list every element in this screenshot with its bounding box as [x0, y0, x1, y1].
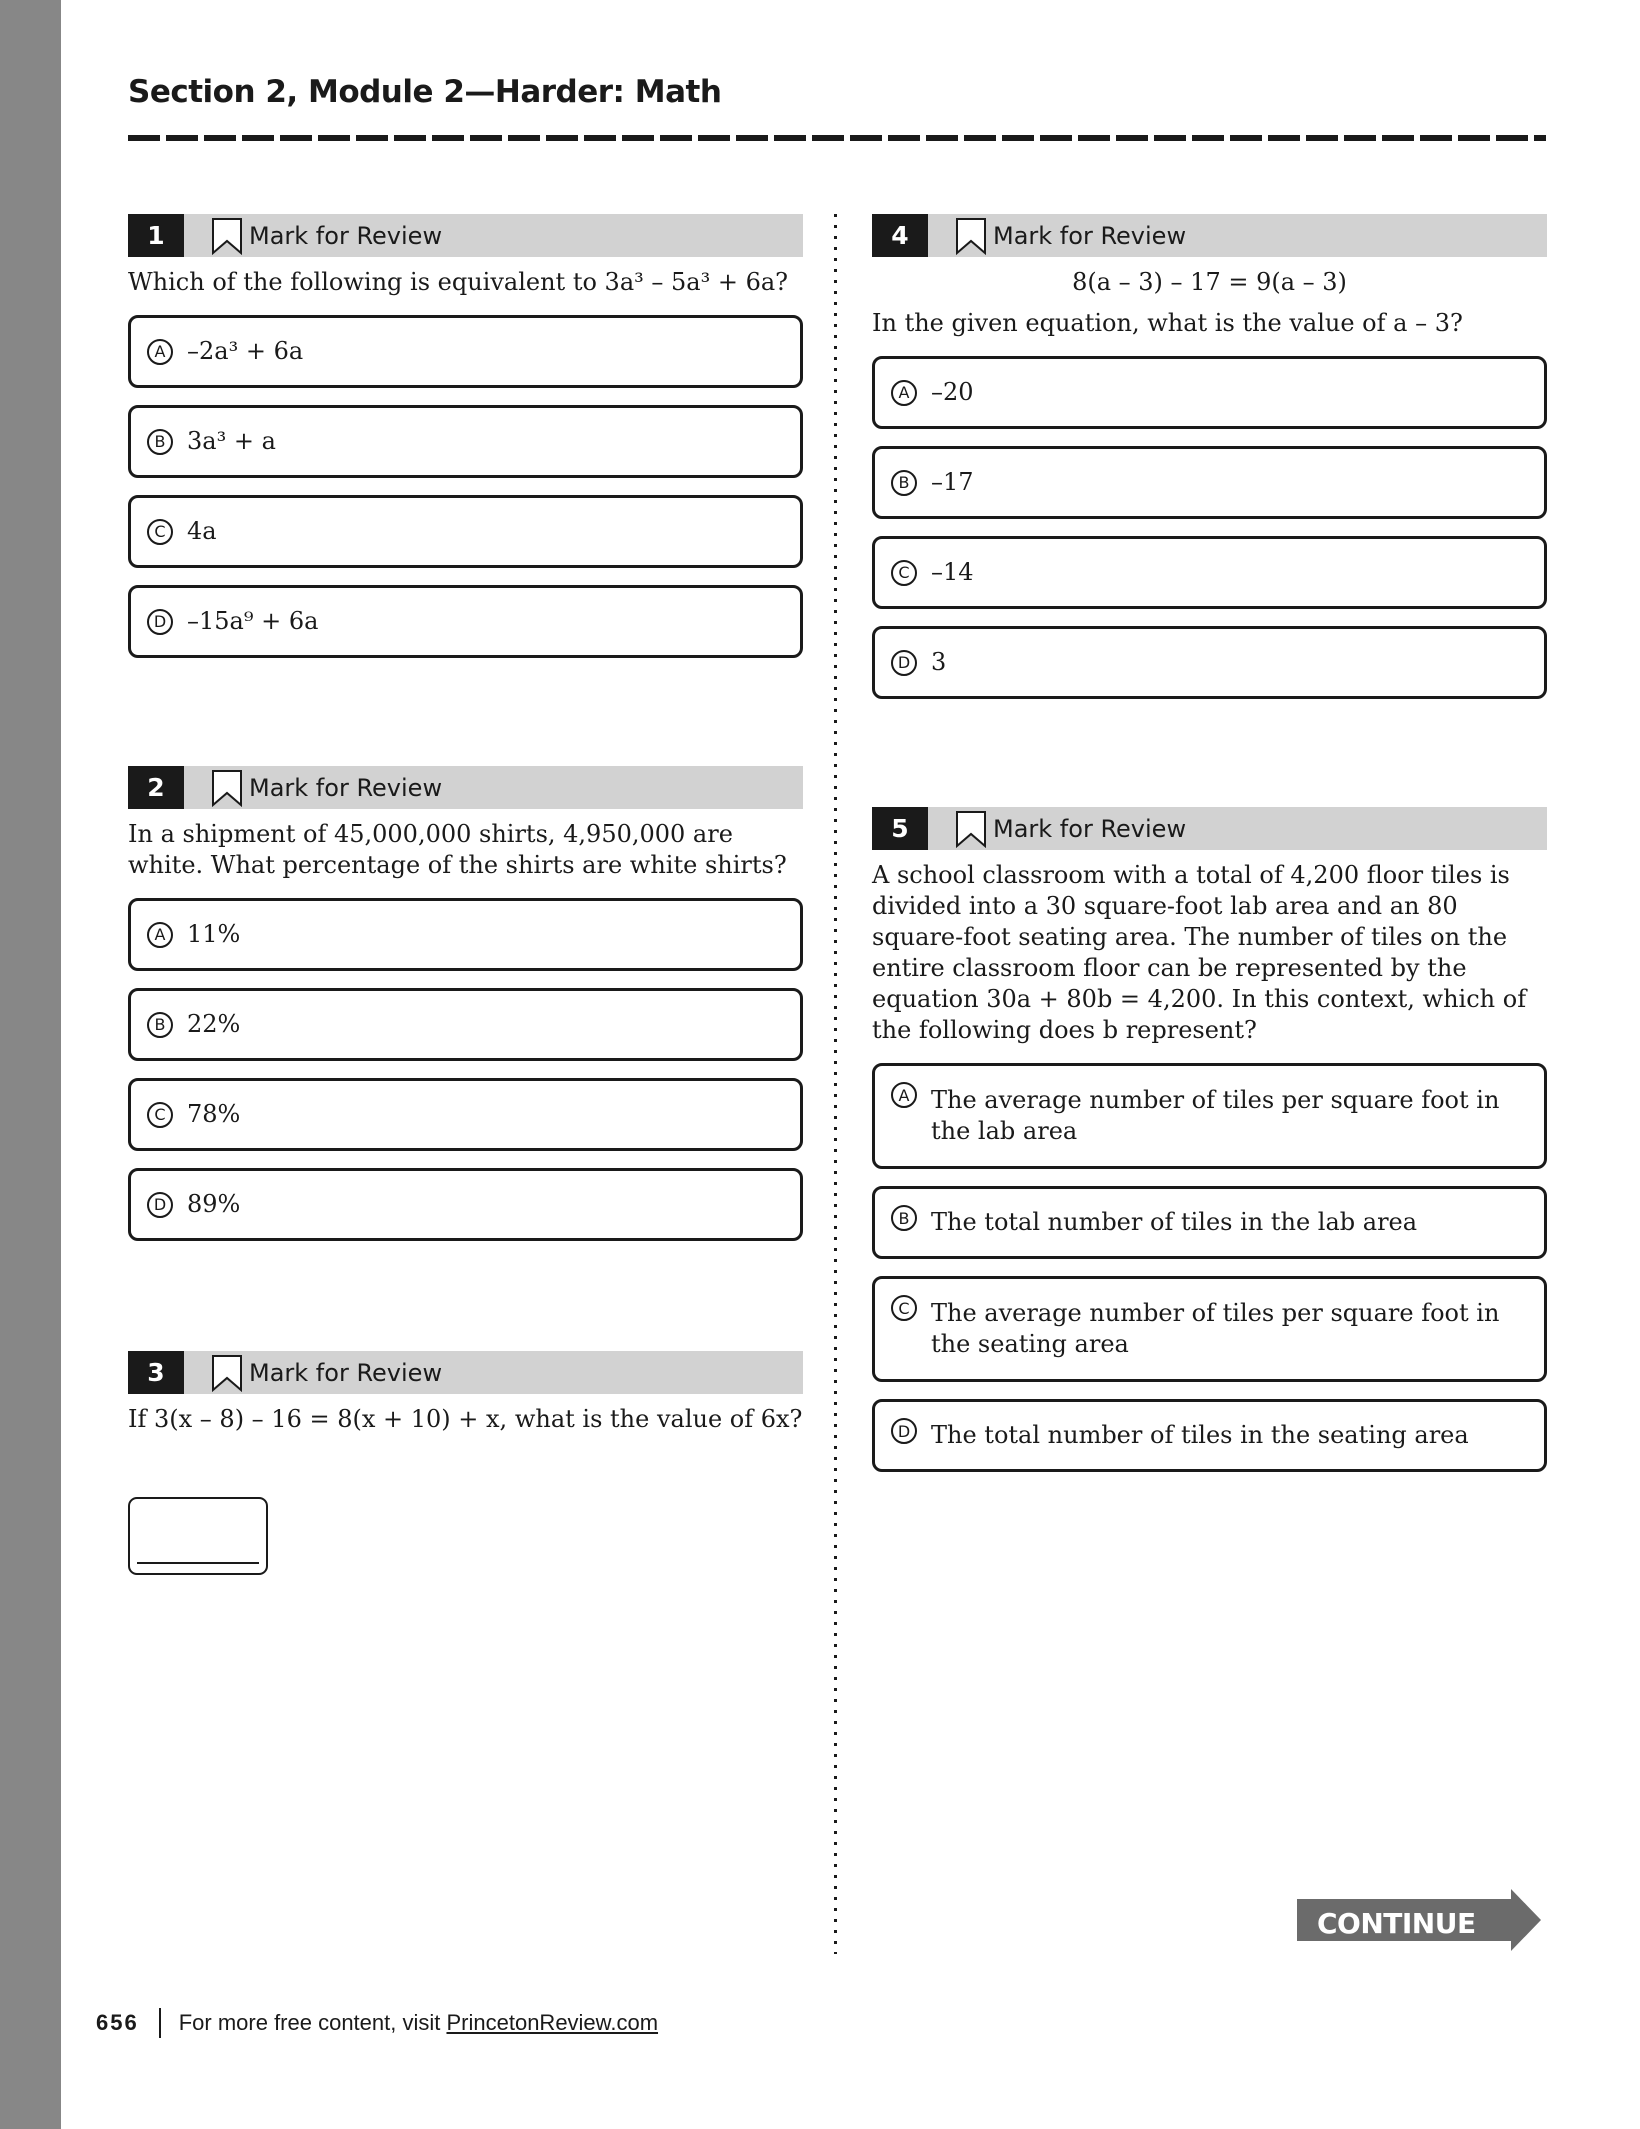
question-header — [128, 1351, 803, 1394]
continue-label: CONTINUE — [1317, 1907, 1476, 1940]
choice-letter-icon: A — [891, 1082, 917, 1108]
choice-a[interactable] — [128, 315, 803, 388]
choice-text: The average number of tiles per square foot in the seating area — [931, 1299, 1500, 1358]
choice-text: 4a — [187, 517, 217, 545]
choice-text: 11% — [187, 920, 241, 948]
choice-letter-icon: A — [147, 339, 173, 365]
mark-for-review-button[interactable] — [211, 1354, 442, 1392]
choice-text: –17 — [931, 468, 974, 496]
question-5 — [872, 807, 1547, 1489]
choice-text: 22% — [187, 1010, 241, 1038]
answer-choices — [128, 315, 803, 658]
continue-button[interactable] — [1297, 1889, 1541, 1951]
choice-letter-icon: D — [891, 650, 917, 676]
question-2 — [128, 766, 803, 1258]
choice-letter-icon: A — [891, 380, 917, 406]
question-4 — [872, 214, 1547, 716]
choice-c[interactable] — [128, 495, 803, 568]
bookmark-icon — [955, 810, 987, 848]
footer-link[interactable]: PrincetonReview.com — [446, 2010, 659, 2035]
choice-letter-icon: C — [891, 560, 917, 586]
choice-letter-icon: C — [147, 519, 173, 545]
answer-input[interactable] — [128, 1497, 268, 1575]
choice-text: –2a³ + 6a — [187, 337, 304, 365]
mark-for-review-label: Mark for Review — [993, 814, 1187, 843]
bookmark-icon — [955, 217, 987, 255]
choice-b[interactable] — [872, 1186, 1547, 1259]
column-divider — [834, 214, 837, 1954]
mark-for-review-label: Mark for Review — [249, 1358, 443, 1387]
question-number: 1 — [128, 214, 184, 257]
choice-b[interactable] — [128, 988, 803, 1061]
mark-for-review-button[interactable] — [955, 810, 1186, 848]
choice-text: –14 — [931, 558, 974, 586]
question-expression: 3a³ – 5a³ + 6a — [604, 268, 776, 296]
question-number: 3 — [128, 1351, 184, 1394]
choice-c[interactable] — [872, 1276, 1547, 1382]
choice-letter-icon: D — [147, 1192, 173, 1218]
choice-letter-icon: D — [891, 1418, 917, 1444]
choice-text: 3a³ + a — [187, 427, 276, 455]
choice-letter-icon: A — [147, 922, 173, 948]
choice-d[interactable] — [128, 585, 803, 658]
page-number: 656 — [96, 2010, 139, 2035]
question-header — [128, 766, 803, 809]
choice-text: The total number of tiles in the lab area — [931, 1208, 1418, 1236]
choice-text: 3 — [931, 648, 947, 676]
mark-for-review-label: Mark for Review — [993, 221, 1187, 250]
choice-b[interactable] — [872, 446, 1547, 519]
question-header — [872, 214, 1547, 257]
bookmark-icon — [211, 1354, 243, 1392]
question-header — [872, 807, 1547, 850]
given-equation: 8(a – 3) – 17 = 9(a – 3) — [1072, 268, 1347, 296]
title-dashed-rule — [128, 135, 1546, 141]
footer-text: For more free content, visit — [178, 2010, 447, 2035]
footer-separator — [159, 2008, 161, 2038]
choice-letter-icon: B — [147, 1012, 173, 1038]
choice-d[interactable] — [128, 1168, 803, 1241]
bookmark-icon — [211, 769, 243, 807]
question-3 — [128, 1351, 803, 1575]
mark-for-review-button[interactable] — [211, 217, 442, 255]
answer-underline — [137, 1562, 259, 1564]
choice-text: The average number of tiles per square foot in the lab area — [931, 1086, 1500, 1145]
question-number: 4 — [872, 214, 928, 257]
choice-letter-icon: C — [147, 1102, 173, 1128]
choice-c[interactable] — [128, 1078, 803, 1151]
answer-choices — [128, 898, 803, 1241]
choice-text: –20 — [931, 378, 974, 406]
page-footer — [96, 2008, 658, 2038]
question-text: In the given equation, what is the value of a – 3? — [872, 309, 1463, 337]
question-number: 5 — [872, 807, 928, 850]
question-number: 2 — [128, 766, 184, 809]
question-1 — [128, 214, 803, 675]
page-title: Section 2, Module 2—Harder: Math — [128, 74, 722, 110]
choice-text: 78% — [187, 1100, 241, 1128]
answer-choices — [872, 356, 1547, 699]
choice-text: The total number of tiles in the seating area — [931, 1421, 1469, 1449]
question-text-prefix: Which of the following is equivalent to — [128, 268, 605, 296]
question-text: In a shipment of 45,000,000 shirts, 4,950,000 are white. What percentage of the shirts are white shirts? — [128, 820, 787, 879]
choice-c[interactable] — [872, 536, 1547, 609]
choice-a[interactable] — [128, 898, 803, 971]
answer-choices — [872, 1063, 1547, 1472]
question-text: If 3(x – 8) – 16 = 8(x + 10) + x, what is the value of 6x? — [128, 1405, 803, 1433]
mark-for-review-label: Mark for Review — [249, 221, 443, 250]
question-text-suffix: ? — [775, 268, 789, 296]
choice-letter-icon: D — [147, 609, 173, 635]
choice-d[interactable] — [872, 626, 1547, 699]
choice-a[interactable] — [872, 356, 1547, 429]
question-text — [128, 267, 803, 298]
question-header — [128, 214, 803, 257]
choice-d[interactable] — [872, 1399, 1547, 1472]
mark-for-review-button[interactable] — [955, 217, 1186, 255]
choice-letter-icon: B — [147, 429, 173, 455]
choice-letter-icon: B — [891, 1205, 917, 1231]
page-edge-bar — [0, 0, 61, 2129]
choice-a[interactable] — [872, 1063, 1547, 1169]
mark-for-review-button[interactable] — [211, 769, 442, 807]
choice-letter-icon: C — [891, 1295, 917, 1321]
bookmark-icon — [211, 217, 243, 255]
choice-text: 89% — [187, 1190, 241, 1218]
choice-text: –15a⁹ + 6a — [187, 607, 319, 635]
mark-for-review-label: Mark for Review — [249, 773, 443, 802]
choice-b[interactable] — [128, 405, 803, 478]
question-text: A school classroom with a total of 4,200 floor tiles is divided into a 30 square-foot lab area and an 80 square-foot seating area. The number of tiles on the entire classroom floor can be represented by the equation 30a + 80b = 4,200. In this context, which of the following does b represent? — [872, 861, 1527, 1044]
choice-letter-icon: B — [891, 470, 917, 496]
